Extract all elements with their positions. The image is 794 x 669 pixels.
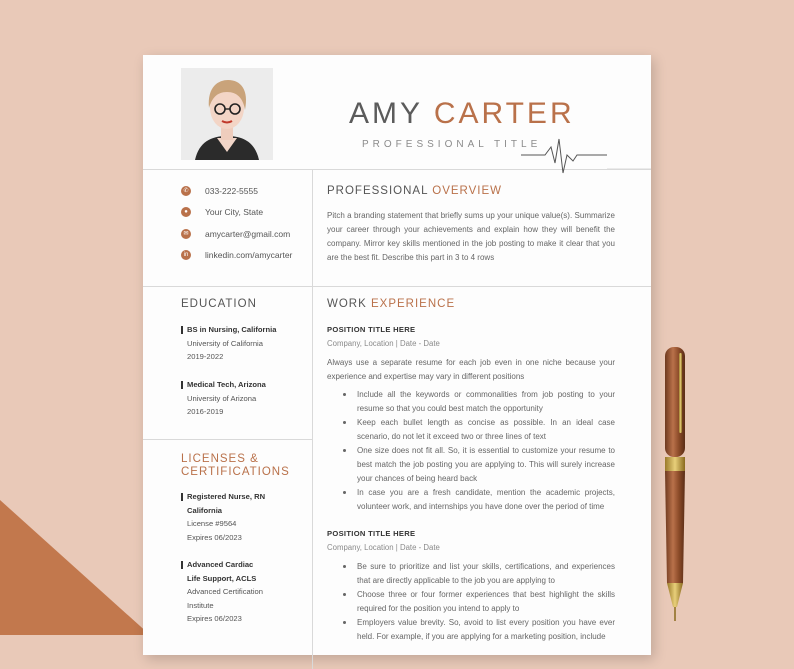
contact-email: ✉ amycarter@gmail.com <box>181 227 290 241</box>
list-item: Choose three or four former experiences that best highlight the skills required for the position you intend to apply to <box>327 588 615 616</box>
licenses-heading: LICENSES & CERTIFICATIONS <box>181 453 290 478</box>
item-marker <box>181 381 183 389</box>
location-pin-icon: ● <box>181 207 191 217</box>
list-item: In case you are a fresh candidate, mention the academic projects, volunteer work, and internships you have done over the period of time <box>327 486 615 514</box>
education-divider <box>143 439 312 440</box>
license-item: Advanced Cardiac Life Support, ACLS Advanced Certification Institute Expires 06/2023 <box>181 558 301 626</box>
list-item: Employers value brevity. So, avoid to list every position you have ever held. For example, if you are applying for a marketing position, include <box>327 616 615 644</box>
professional-title: PROFESSIONAL TITLE <box>362 139 542 150</box>
overview-divider <box>143 286 651 287</box>
first-name: AMY <box>349 97 423 130</box>
resume-sheet <box>143 55 651 655</box>
education-heading: EDUCATION <box>181 298 257 310</box>
pen-icon <box>655 345 695 625</box>
job-meta: Company, Location | Date - Date <box>327 543 440 552</box>
job-intro: Always use a separate resume for each job even in one niche because your experience and expertise may vary in different positions <box>327 358 615 381</box>
education-item: Medical Tech, Arizona University of Arizona 2016-2019 <box>181 378 301 419</box>
list-item: Be sure to prioritize and list your skills, certifications, and experiences that are directly applicable to the job you are applying to <box>327 560 615 588</box>
contact-linkedin: in linkedin.com/amycarter <box>181 248 292 262</box>
item-marker <box>181 326 183 334</box>
license-item: Registered Nurse, RN California License #9564 Expires 06/2023 <box>181 490 301 544</box>
job-bullets <box>327 560 615 644</box>
column-divider <box>312 169 313 669</box>
last-name: CARTER <box>433 97 575 130</box>
overview-heading: PROFESSIONAL OVERVIEW <box>327 185 503 197</box>
item-marker <box>181 561 183 569</box>
background-triangle <box>0 500 150 635</box>
job-bullets <box>327 388 615 514</box>
phone-icon: ✆ <box>181 186 191 196</box>
list-item: One size does not fit all. So, it is essential to customize your resume to best match the job posting you are applying to. This will surely increase your chances of being heard back <box>327 444 615 486</box>
job-meta: Company, Location | Date - Date <box>327 339 440 348</box>
candidate-name <box>349 97 575 131</box>
work-heading: WORK EXPERIENCE <box>327 298 456 310</box>
overview-text: Pitch a branding statement that briefly sums up your unique value(s). Summarize your career through your achievements and explain how they will benefit the company. Mirror key skills mentioned in the job posting to make it clear that you are the best fit. Describe this part in 3 to 4 rows <box>327 211 615 262</box>
contact-location: ● Your City, State <box>181 205 263 219</box>
item-marker <box>181 493 183 501</box>
education-item: BS in Nursing, California University of California 2019-2022 <box>181 323 301 364</box>
email-icon: ✉ <box>181 229 191 239</box>
contact-phone: ✆ 033-222-5555 <box>181 184 258 198</box>
profile-photo <box>181 68 273 160</box>
list-item: Include all the keywords or commonalities from job posting to your resume so that you could best match the opportunity <box>327 388 615 416</box>
job-position-title: POSITION TITLE HERE <box>327 325 416 334</box>
list-item: Keep each bullet length as concise as possible. In an ideal case scenario, do not let it exceed two or three lines of text <box>327 416 615 444</box>
linkedin-icon: in <box>181 250 191 260</box>
heartbeat-line-icon <box>521 137 651 177</box>
job-position-title: POSITION TITLE HERE <box>327 529 416 538</box>
